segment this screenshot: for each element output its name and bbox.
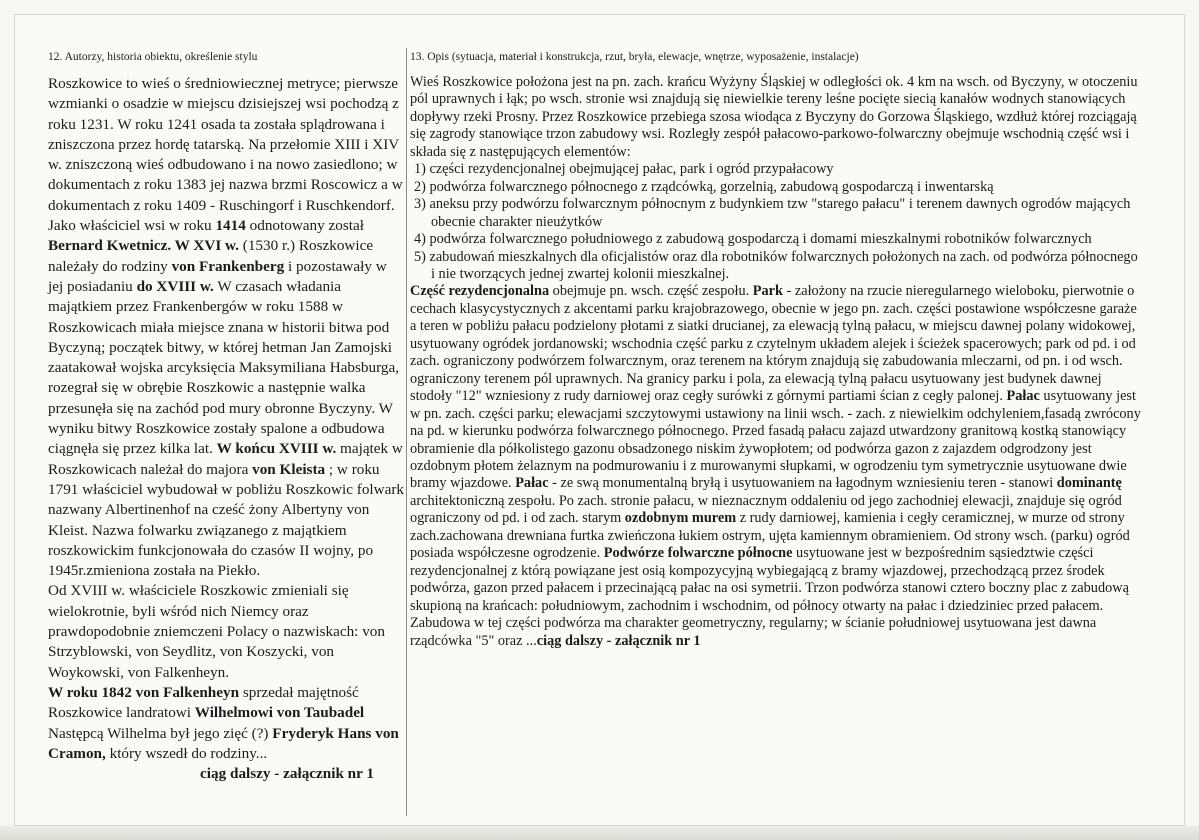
bold-phrase: von Kleista	[252, 460, 326, 478]
list-item: 5) zabudowań mieszkalnych dla oficjalistów oraz dla robotników folwarcznych położonych na zach. od podwórza północnego i nie tworzących jednej zwartej kolonii mieszkalnej.	[414, 248, 1138, 282]
bold-phrase: Bernard Kwetnicz. W XVI w.	[48, 237, 239, 255]
bold-phrase: Część rezydencjonalna	[410, 283, 550, 300]
history-paragraph-3: W roku 1842 von Falkenheyn sprzedał majętność Roszkowice landratowi Wilhelmowi von Taubadel Następcą Wilhelma był jego zięć (?) Fryderyk Hans von Cramon, który wszedł do rodziny...	[48, 683, 399, 762]
list-item: 2) podwórza folwarcznego północnego z rządcówką, gorzelnią, zabudową gospodarczą i inwentarską	[414, 178, 994, 195]
page-bottom-edge	[0, 826, 1199, 840]
continuation-note-left: ciąg dalszy - załącznik nr 1	[200, 765, 374, 783]
section-13-body	[410, 74, 1142, 650]
section-13-heading: 13. Opis (sytuacja, materiał i konstrukcja, rzut, bryła, elewacje, wnętrze, wyposażenie, instalacje)	[410, 51, 859, 63]
bold-phrase: W roku 1842 von Falkenheyn	[48, 683, 240, 701]
bold-phrase: Wilhelmowi von Taubadel	[194, 704, 365, 722]
left-column	[48, 50, 404, 784]
bold-phrase: Pałac	[1006, 388, 1040, 405]
section-12-heading: 12. Autorzy, historia obiektu, określenie stylu	[48, 51, 258, 63]
description-text: Część rezydencjonalna obejmuje pn. wsch. część zespołu. Park - założony na rzucie nieregularnego wieloboku, pierwotnie o cechach klasycystycznych z akcentami parku krajobrazowego, obecnie w jego pn. zach. części postawione współczesne garaże a teren w pobliżu pałacu podzielony płotami z siatki drucianej, za elewacją tylną pałacu, w miejscu dawnej polany widokowej, usytuowany ogródek jordanowski; wschodnia część parku z czytelnym układem alejek i ścieżek spacerowych; park od pd. i od zach. ograniczony podwórzem folwarcznym, oraz terenem na którym znajdują się zabudowania mleczarni, od pn. i od wsch. ograniczony terenem pól uprawnych. Na granicy parku i pola, za elewacją tylną pałacu usytuowany jest budynek dawnej stodoły "12" wzniesiony z rudy darniowej oraz cegły surówki z górnymi partiami ścian z cegły palonej. Pałac usytuowany jest w pn. zach. części parku; elewacjami szczytowymi ustawiony na linii wsch. - zach. z niewielkim odchyleniem,fasadą zwrócony na pd. w kierunku podwórza folwarcznego północnego. Przed fasadą pałacu zajazd utwardzony granitową kostką stanowiący obramienie dla półkolistego gazonu obsadzonego niskim żywopłotem; od podwórza gazon z zajazdem odgrodzony jest ozdobnym płotem żelaznym na podmurowaniu i z murowanymi słupkami, w ogrodzeniu tym symetrycznie usytuowane dwie bramy wjazdowe. Pałac - ze swą monumentalną bryłą i usytuowaniem na łagodnym wzniesieniu teren - stanowi dominantę architektoniczną zespołu. Po zach. stronie pałacu, w nieznacznym oddaleniu od jego zachodniej elewacji, znajduje się ogród ograniczony od pd. i od zach. starym ozdobnym murem z rudy darniowej, kamienia i cegły ceramicznej, w murze od strony zach.zachowana drewniana furtka zwieńczona łukiem ostrym, ujęta kamiennym obramieniem. Od strony wsch. (parku) ogród posiada współczesne ogrodzenie. Podwórze folwarczne północne usytuowane jest w bezpośrednim sąsiedztwie części rezydencjonalnej z którą powiązane jest osią kompozycyjną wybiegającą z bramy wjazdowej, przechodzącą przez środek podwórza, gazon przed pałacem i przecinającą pałac na osi symetrii. Trzon podwórza stanowi cztero boczny plac z zabudową skupioną na krańcach: południowym, zachodnim i wschodnim, od północy otwarty na pałac i dziedziniec przed pałacem. Zabudowa w tej części podwórza ma charakter geometryczny, regularny; w ścianie południowej usytuowana jest dawna rządcówka "5" oraz ...	[410, 283, 1141, 649]
history-paragraph-2: Od XVIII w. właściciele Roszkowic zmieniali się wielokrotnie, byli wśród nich Niemcy oraz prawdopodobnie zniemczeni Polacy o nazwiskach: von Strzyblowski, von Seydlitz, von Koszycki, von Woykowski, von Falkenheyn.	[48, 582, 385, 681]
section-12-body	[48, 74, 404, 784]
bold-phrase: dominantę	[1056, 475, 1122, 492]
bold-phrase: 1414	[215, 217, 246, 235]
description-paragraph	[410, 283, 1142, 650]
history-paragraph-1: Roszkowice to wieś o średniowiecznej metryce; pierwsze wzmianki o osadzie w miejscu dzisiejszej wsi pochodzą z roku 1231. W roku 1241 osada ta została splądrowana i zniszczona przez hordę tatarską. Na przełomie XIII i XIV w. zniszczoną wieś odbudowano i na nowo zasiedlono; w dokumentach z roku 1383 jej nazwa brzmi Roscowicz a w dokumentach z roku 1409 - Ruschingorf i Ruschkendorf. Jako właściciel wsi w roku 1414 odnotowany został Bernard Kwetnicz. W XVI w. (1530 r.) Roszkowice należały do rodziny von Frankenberg i pozostawały w jej posiadaniu do XVIII w. W czasach władania majątkiem przez Frankenbergów w roku 1588 w Roszkowicach miała miejsce znana w historii bitwa pod Byczyną; początek bitwy, w której hetman Jan Zamojski zaatakował wojska arcyksięcia Maksymiliana Habsburga, rozegrał się w obrębie Roszkowic a następnie walka przesunęła się na zachód pod mury obronne Byczyny. W wyniku bitwy Roszkowice zostały spalone a odbudowa ciągnęła się przez kilka lat. W końcu XVIII w. majątek w Roszkowicach należał do majora von Kleista ; w roku 1791 właściciel wybudował w pobliżu Roszkowic folwark nazwany Albertinenhof na cześć żony Albertyny von Kleist. Nazwa folwarku związanego z majątkiem roszkowickim funkcjonowała do czasów II wojny, po 1945r.zmieniona została na Piekło.	[48, 75, 404, 580]
bold-phrase: Pałac	[515, 475, 549, 492]
bold-phrase: do XVIII w.	[136, 277, 214, 295]
list-item: 4) podwórza folwarcznego południowego z zabudową gospodarczą i domami mieszkalnymi robotników folwarcznych	[414, 231, 1092, 248]
bold-phrase: Podwórze folwarczne północne	[603, 545, 793, 562]
right-column	[410, 50, 1142, 650]
continuation-note-right: ciąg dalszy - załącznik nr 1	[536, 632, 701, 649]
list-item: 3) aneksu przy podwórzu folwarcznym północnym z budynkiem tzw "starego pałacu" i terenem dawnych ogrodów mających obecnie charakter nieużytków	[414, 196, 1131, 230]
column-divider	[406, 48, 407, 816]
bold-phrase: Park	[752, 283, 783, 300]
bold-phrase: von Frankenberg	[171, 257, 285, 275]
bold-phrase: W końcu XVIII w.	[216, 440, 337, 458]
bold-phrase: ozdobnym murem	[624, 510, 737, 527]
description-intro: Wieś Roszkowice położona jest na pn. zach. krańcu Wyżyny Śląskiej w odległości ok. 4 km na wsch. od Byczyny, w otoczeniu pól uprawnych i łąk; po wsch. stronie wsi znajdują się niewielkie tereny leśne pocięte siecią kanałów wodnych stanowiących dopływy rzeki Prosny. Przez Roszkowice przebiega szosa wiodąca z Byczyny do Gorzowa Śląskiego, wzdłuż której rozciągają się zagrody stanowiące trzon zabudowy wsi. Rozległy zespół pałacowo-parkowo-folwarczny obejmuje wschodnią część wsi i składa się z następujących elementów:	[410, 74, 1138, 160]
bold-phrase: Fryderyk Hans von Cramon,	[48, 724, 399, 762]
list-item: 1) części rezydencjonalnej obejmującej pałac, park i ogród przypałacowy	[414, 161, 834, 178]
